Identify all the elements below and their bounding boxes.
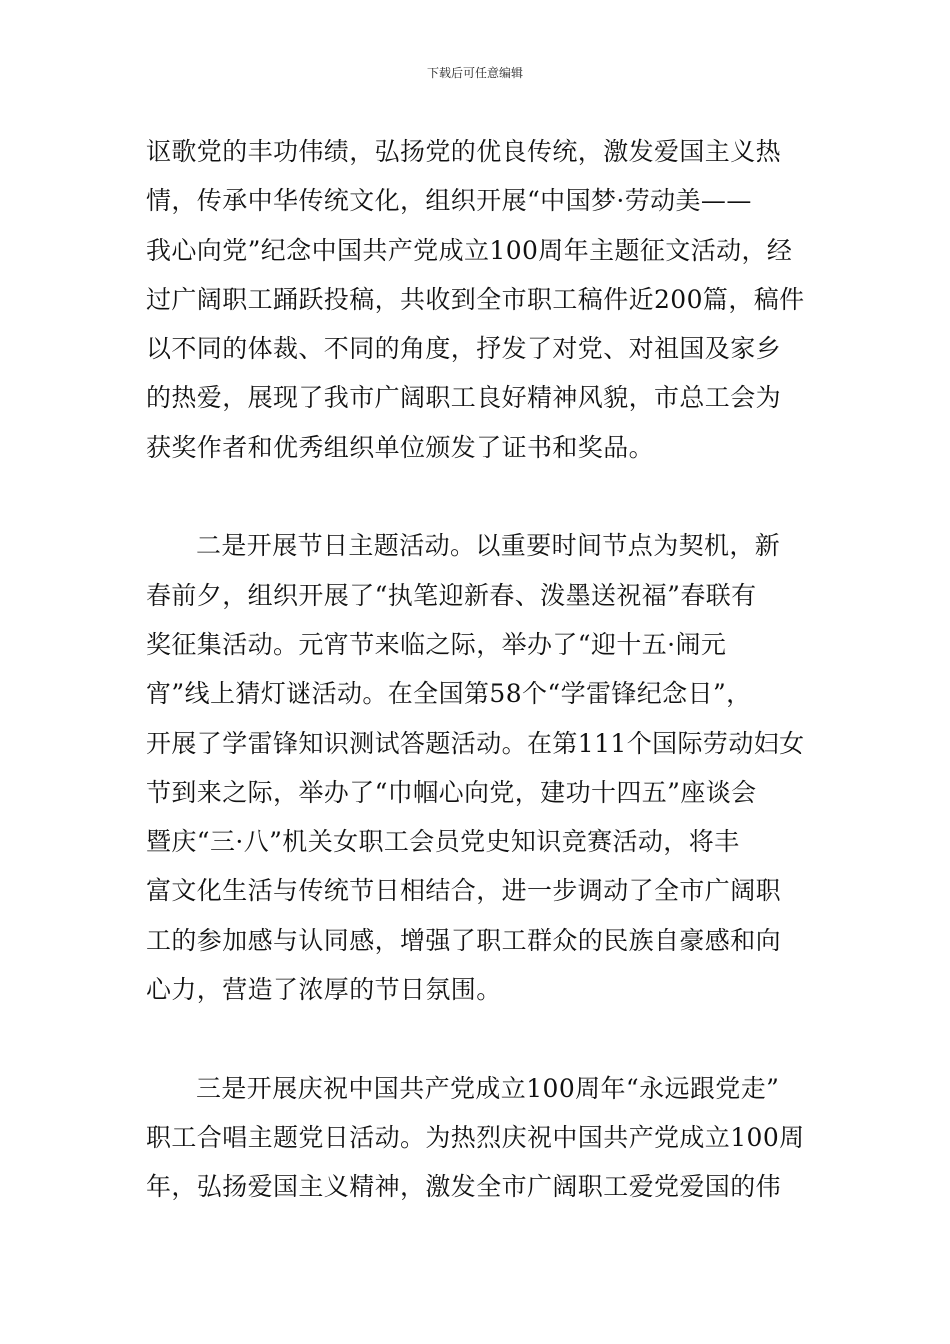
text-line: 富文化生活与传统节日相结合，进一步调动了全市广阔职: [146, 876, 782, 906]
text-line: 获奖作者和优秀组织单位颁发了证书和奖品。: [146, 432, 655, 462]
text-line: 节到来之际，举办了“巾帼心向党，建功十四五”座谈会: [146, 777, 757, 807]
paragraph-gap: [146, 472, 808, 521]
paragraph: [146, 127, 808, 472]
text-line: 的热爱，展现了我市广阔职工良好精神风貌，市总工会为: [146, 383, 782, 413]
text-line: 过广阔职工踊跃投稿，共收到全市职工稿件近200篇，稿件: [146, 284, 805, 314]
text-line: 开展了学雷锋知识测试答题活动。在第111个国际劳动妇女: [146, 728, 805, 758]
paragraph: [146, 1064, 808, 1212]
paragraph-gap: [146, 1014, 808, 1063]
document-body: [146, 127, 808, 1212]
text-line: 春前夕，组织开展了“执笔迎新春、泼墨送祝福”春联有: [146, 580, 757, 610]
text-line: 工的参加感与认同感，增强了职工群众的民族自豪感和向: [146, 925, 782, 955]
text-line: 暨庆“三·八”机关女职工会员党史知识竞赛活动，将丰: [146, 827, 740, 857]
text-line: 二是开展节日主题活动。以重要时间节点为契机，新: [196, 531, 781, 561]
text-line: 职工合唱主题党日活动。为热烈庆祝中国共产党成立100周: [146, 1122, 805, 1152]
text-line: 我心向党”纪念中国共产党成立100周年主题征文活动，经: [146, 235, 793, 265]
text-line: 三是开展庆祝中国共产党成立100周年“永远跟党走”: [196, 1073, 780, 1103]
page-header: 下载后可任意编辑: [426, 66, 523, 80]
text-line: 奖征集活动。元宵节来临之际，举办了“迎十五·闹元: [146, 629, 727, 659]
text-line: 宵”线上猜灯谜活动。在全国第58个“学雷锋纪念日”，: [146, 679, 752, 709]
text-line: 年，弘扬爱国主义精神，激发全市广阔职工爱党爱国的伟: [146, 1172, 782, 1202]
text-line: 以不同的体裁、不同的角度，抒发了对党、对祖国及家乡: [146, 334, 782, 364]
text-line: 情，传承中华传统文化，组织开展“中国梦·劳动美——: [146, 186, 752, 216]
paragraph: [146, 521, 808, 1014]
text-line: 心力，营造了浓厚的节日氛围。: [146, 975, 502, 1005]
text-line: 讴歌党的丰功伟绩，弘扬党的优良传统，激发爱国主义热: [146, 137, 782, 166]
